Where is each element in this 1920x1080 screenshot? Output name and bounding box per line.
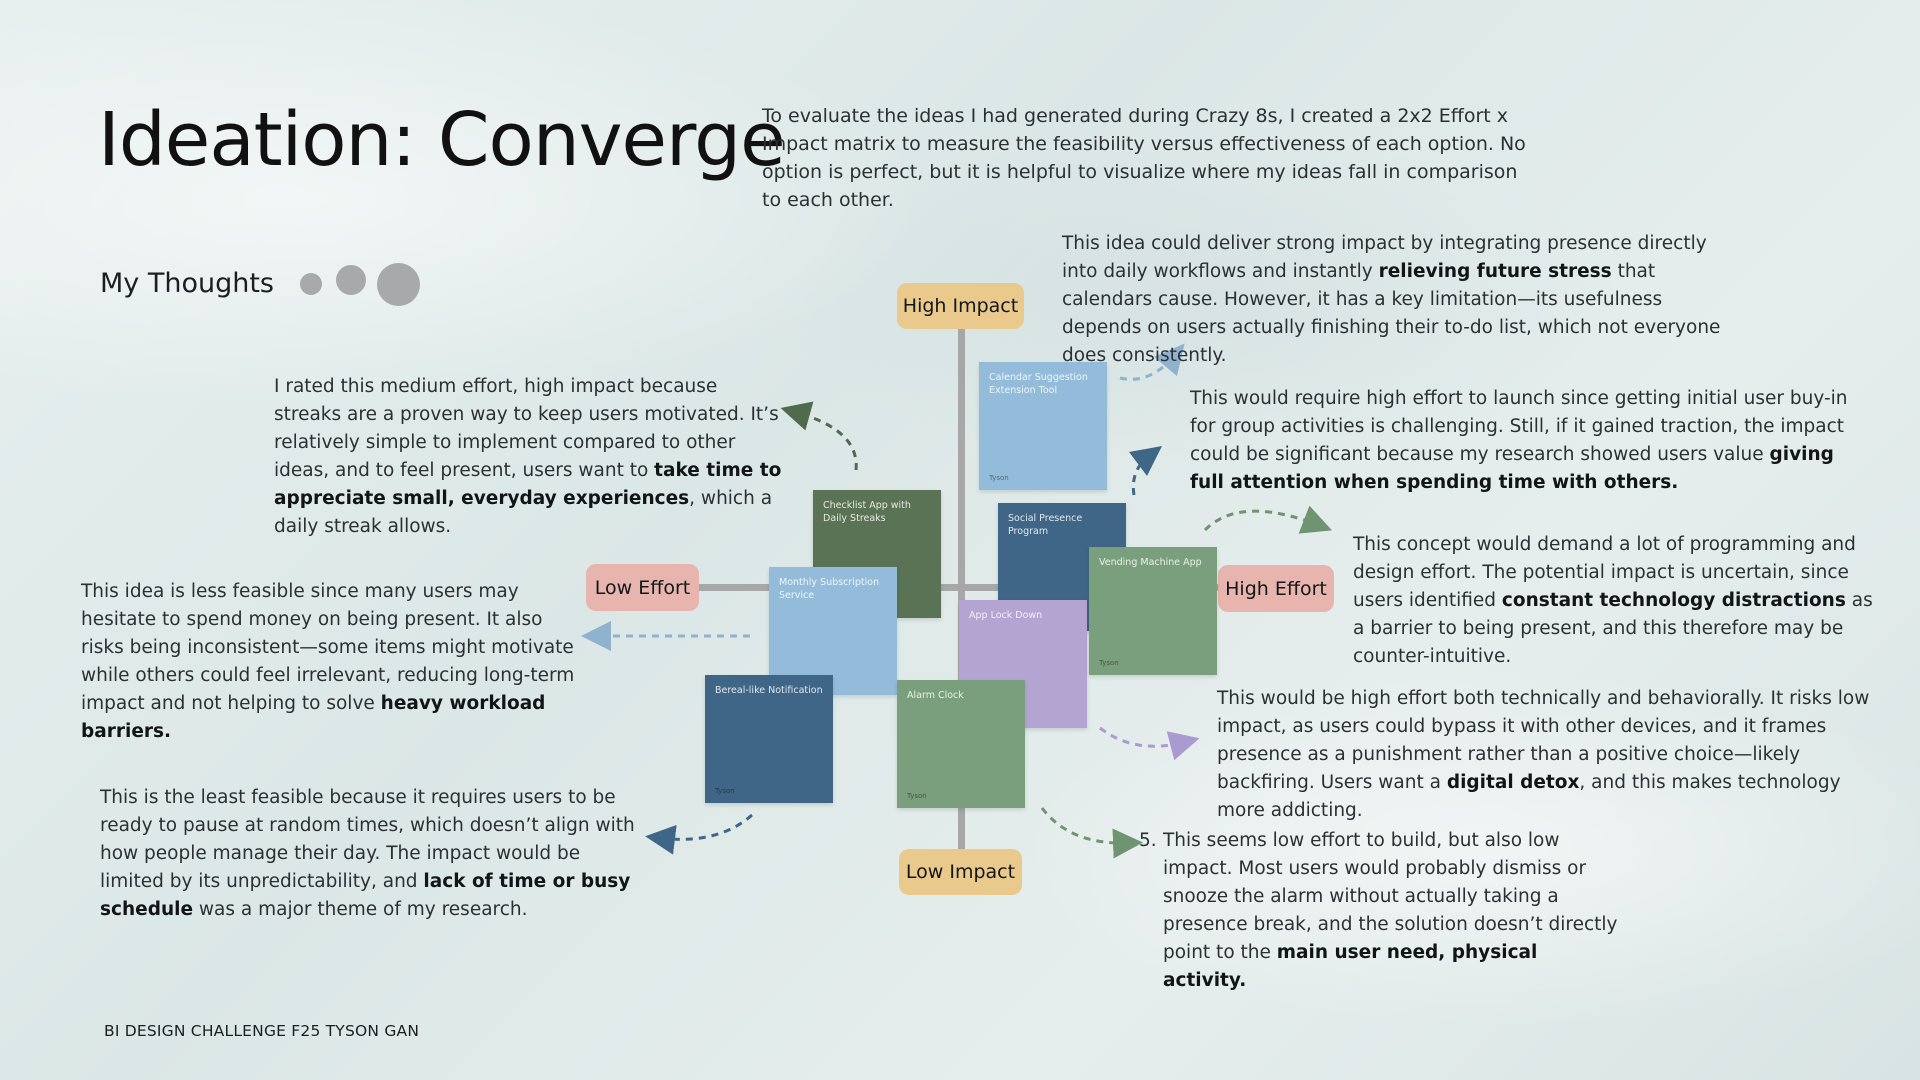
sticky-author: Tyson [1099, 659, 1119, 667]
high-impact-label: High Impact [897, 283, 1024, 329]
intro-text: To evaluate the ideas I had generated during Crazy 8s, I created a 2x2 Effort x Impact matrix to measure the feasibility versus effectiveness of each option. No option is perfect, but it is helpful to visualize where my ideas fall in comparison to each other. [762, 105, 1526, 211]
note-bereal-notification: This is the least feasible because it requires users to be ready to pause at random times, which doesn’t align with how people manage their day. The impact would be limited by its unpredictability, and lack of time or busy schedule was a major theme of my research. [100, 787, 635, 920]
note-checklist-app: I rated this medium effort, high impact because streaks are a proven way to keep users motivated. It’s relatively simple to implement compared to other ideas, and to feel present, users want to take time to appreciate small, everyday experiences, which a daily streak allows. [274, 376, 782, 537]
footer-credit: BI DESIGN CHALLENGE F25 TYSON GAN [104, 1022, 420, 1040]
vending-arrow [1205, 511, 1318, 530]
thoughts-heading: My Thoughts [100, 268, 274, 299]
page-title: Ideation: Converge [98, 97, 785, 183]
low-effort-label: Low Effort [586, 564, 699, 611]
sticky-author: Tyson [989, 474, 1009, 482]
sticky-title: Checklist App with Daily Streaks [823, 500, 911, 524]
sticky-title: Vending Machine App [1099, 557, 1202, 568]
alarm-arrow [1042, 808, 1128, 843]
note-alarm-clock: This seems low effort to build, but also low impact. Most users would probably dismiss or snooze the alarm without actually taking a presence break, and the solution doesn’t directly point to the main user need, physical activity. [1163, 830, 1618, 991]
note-calendar-suggestion: This idea could deliver strong impact by integrating presence directly into daily workflows and instantly relieving future stress that calendars cause. However, it has a key limitation—its usefulness depends on users actually finishing their to-do list, which not everyone does consistently. [1062, 233, 1721, 366]
applock-arrow [1100, 728, 1185, 746]
sticky-title: Alarm Clock [907, 690, 964, 701]
social-arrow [1133, 455, 1150, 495]
note-monthly-subscription: This idea is less feasible since many users may hesitate to spend money on being present. It also risks being inconsistent—some items might motivate while others could feel irrelevant, reducing long-term impact and not helping to solve heavy workload barriers. [81, 581, 575, 742]
sticky-title: Bereal-like Notification [715, 685, 823, 696]
sticky-title: Social Presence Program [1008, 513, 1083, 537]
low-impact-label: Low Impact [899, 849, 1022, 895]
sticky-title: Monthly Subscription Service [779, 577, 880, 601]
high-effort-label: High Effort [1218, 565, 1334, 612]
note-social-presence: This would require high effort to launch since getting initial user buy-in for group activities is challenging. Still, if it gained traction, the impact could be significant because my research showed users value giving full attention when spending time with others. [1190, 388, 1848, 493]
note-app-lock-down: This would be high effort both technically and behaviorally. It risks low impact, as users could bypass it with other devices, and it frames presence as a punishment rather than a positive choice—likely backfiring. Users want a digital detox, and this makes technology more addicting. [1217, 688, 1870, 821]
sticky-title: App Lock Down [969, 610, 1043, 621]
sticky-author: Tyson [907, 792, 927, 800]
note-number: 5. [1139, 830, 1157, 851]
bereal-arrow [660, 815, 752, 839]
note-vending-machine: This concept would demand a lot of programming and design effort. The potential impact is uncertain, since users identified constant technology distractions as a barrier to being present, and this therefore may be counter-intuitive. [1353, 534, 1873, 667]
checklist-arrow [795, 412, 856, 470]
sticky-title: Calendar Suggestion Extension Tool [989, 372, 1088, 396]
sticky-author: Tyson [715, 787, 735, 795]
